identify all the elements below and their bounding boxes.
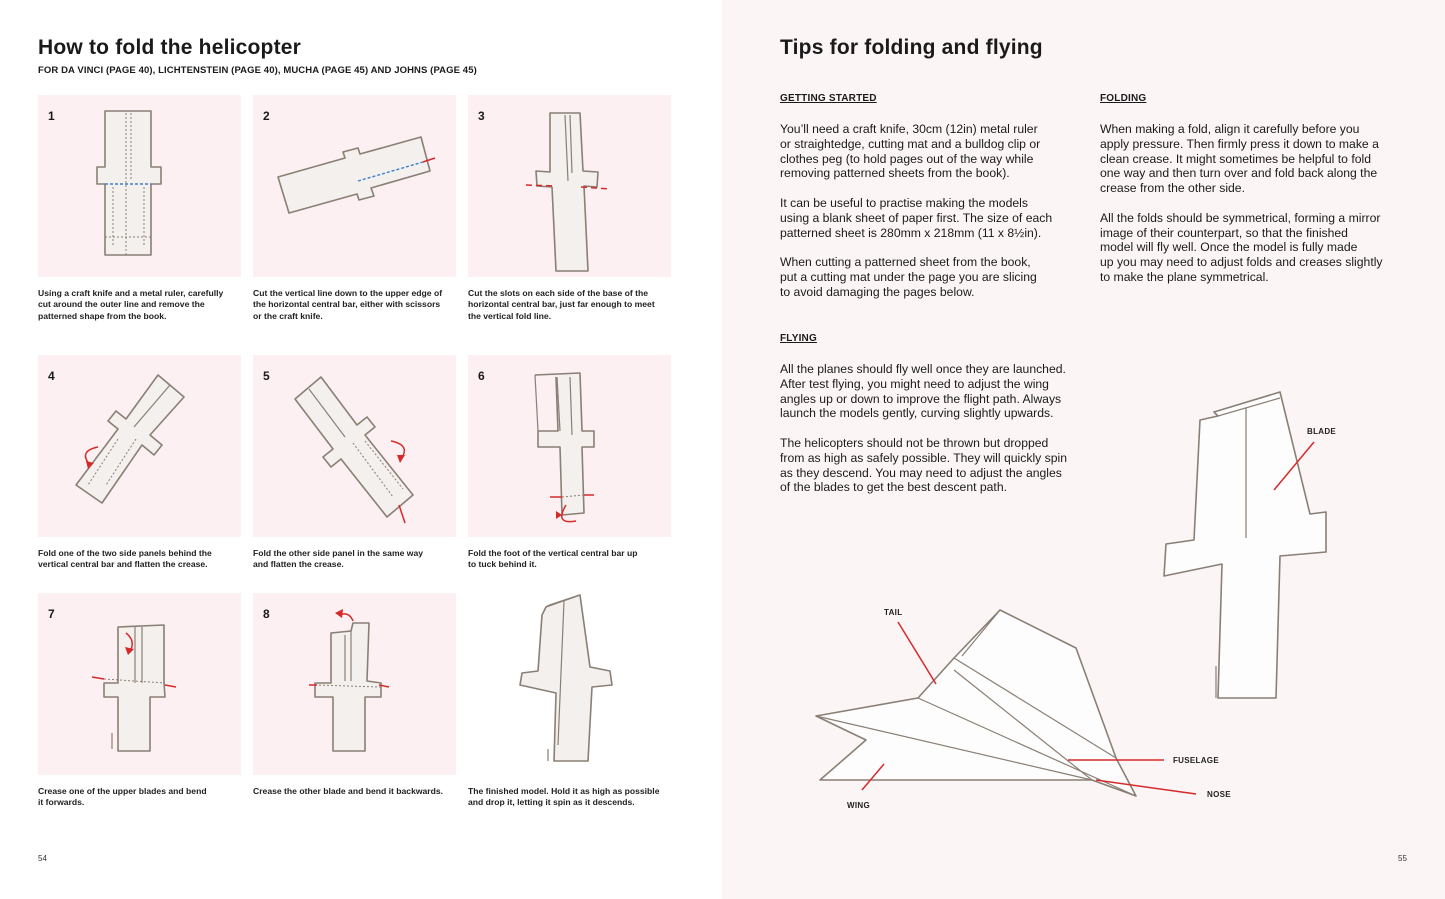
text-line: clean crease. It might sometimes be helpful to fold — [1100, 151, 1371, 166]
getting-started-text — [780, 122, 1080, 300]
step-6-panel — [468, 355, 671, 537]
caption-line: Cut the vertical line down to the upper edge of — [253, 288, 443, 298]
step-7-illustration — [38, 593, 241, 775]
text-line: clothes peg (to hold pages out of the way while — [780, 151, 1034, 166]
step-1-caption — [38, 288, 243, 322]
text-line: crease from the other side. — [1100, 181, 1245, 196]
step-5-caption — [253, 548, 458, 571]
text-line: using a blank sheet of paper first. The size of each — [780, 210, 1053, 225]
finished-model-panel — [468, 593, 671, 775]
flying-text — [780, 362, 1090, 495]
wing-label: WING — [847, 801, 870, 810]
step-2-caption — [253, 288, 458, 322]
text-line: All the folds should be symmetrical, forming a mirror — [1100, 210, 1381, 225]
caption-line: it forwards. — [38, 797, 85, 808]
step-6-illustration — [468, 355, 671, 537]
step-number: 6 — [478, 369, 485, 383]
step-3-panel — [468, 95, 671, 277]
text-line: You’ll need a craft knife, 30cm (12in) metal ruler — [780, 122, 1038, 136]
step-2-illustration — [253, 95, 456, 277]
text-line: It can be useful to practise making the models — [780, 195, 1028, 210]
caption-line: Fold the foot of the vertical central bar up — [468, 548, 638, 558]
step-7-panel — [38, 593, 241, 775]
folding-heading: FOLDING — [1100, 93, 1147, 104]
text-line: removing patterned sheets from the book). — [780, 166, 1010, 181]
step-8-panel — [253, 593, 456, 775]
paragraph-gap — [780, 421, 1090, 436]
text-line: up you may need to adjust folds and creases slightly — [1100, 255, 1383, 270]
caption-line: the vertical fold line. — [468, 310, 552, 321]
step-number: 4 — [48, 369, 55, 383]
caption-line: Fold one of the two side panels behind the — [38, 548, 212, 558]
step-number: 5 — [263, 369, 270, 383]
finished-helicopter-illustration — [468, 593, 671, 775]
paragraph-gap — [1100, 196, 1410, 211]
text-line: All the planes should fly well once they are launched. — [780, 362, 1066, 376]
caption-line: the horizontal central bar, either with scissors — [253, 299, 441, 310]
step-8-illustration — [253, 593, 456, 775]
step-5-illustration — [253, 355, 456, 537]
right-page-title: Tips for folding and flying — [780, 36, 1043, 59]
text-line: to make the plane symmetrical. — [1100, 269, 1269, 284]
caption-line: cut around the outer line and remove the — [38, 299, 205, 310]
text-line: from as high as safely possible. They will quickly spin — [780, 450, 1067, 465]
text-line: to avoid damaging the pages below. — [780, 284, 975, 299]
blade-label: BLADE — [1307, 427, 1337, 436]
paper-plane-diagram — [802, 590, 1222, 820]
paragraph-gap — [780, 240, 1080, 255]
step-3-illustration — [468, 95, 671, 277]
text-line: put a cutting mat under the page you are slicing — [780, 269, 1037, 284]
caption-line: Using a craft knife and a metal ruler, carefully — [38, 288, 224, 298]
paragraph-gap — [780, 181, 1080, 196]
step-3-caption — [468, 288, 673, 322]
step-4-panel — [38, 355, 241, 537]
step-number: 8 — [263, 607, 270, 621]
finished-model-caption — [468, 786, 673, 809]
step-8-caption — [253, 786, 458, 797]
step-1-panel — [38, 95, 241, 277]
caption-line: Cut the slots on each side of the base of the — [468, 288, 649, 298]
caption-line: Crease one of the upper blades and bend — [38, 786, 207, 796]
step-number: 2 — [263, 109, 270, 123]
tail-label: TAIL — [884, 608, 903, 617]
step-2-panel — [253, 95, 456, 277]
folding-text — [1100, 122, 1410, 285]
left-page — [0, 0, 722, 899]
caption-line: patterned shape from the book. — [38, 310, 167, 321]
caption-line: and flatten the crease. — [253, 559, 344, 570]
text-line: image of their counterpart, so that the finished — [1100, 225, 1348, 240]
flying-heading: FLYING — [780, 333, 817, 344]
step-1-illustration — [38, 95, 241, 277]
right-page — [722, 0, 1445, 899]
nose-label: NOSE — [1207, 790, 1231, 799]
text-line: angles up or down to improve the flight path. Always — [780, 391, 1062, 406]
getting-started-heading: GETTING STARTED — [780, 93, 877, 104]
text-line: launch the models gently, curving slightly upwards. — [780, 406, 1054, 421]
left-page-title: How to fold the helicopter — [38, 36, 302, 59]
caption-line: Crease the other blade and bend it backwards. — [253, 786, 444, 796]
step-number: 1 — [48, 109, 55, 123]
text-line: of the blades to get the best descent path. — [780, 480, 1007, 495]
text-line: as they descend. You may need to adjust the angles — [780, 465, 1062, 480]
caption-line: The finished model. Hold it as high as possible — [468, 786, 660, 796]
text-line: The helicopters should not be thrown but dropped — [780, 435, 1049, 450]
text-line: When cutting a patterned sheet from the book, — [780, 255, 1031, 270]
text-line: apply pressure. Then firmly press it down to make a — [1100, 136, 1379, 151]
step-5-panel — [253, 355, 456, 537]
text-line: or straightedge, cutting mat and a bulldog clip or — [780, 136, 1041, 151]
step-4-illustration — [38, 355, 241, 537]
step-number: 3 — [478, 109, 485, 123]
step-6-caption — [468, 548, 673, 571]
step-7-caption — [38, 786, 243, 809]
left-page-number: 54 — [38, 854, 47, 863]
fuselage-label: FUSELAGE — [1173, 756, 1219, 765]
caption-line: to tuck behind it. — [468, 559, 537, 570]
caption-line: Fold the other side panel in the same way — [253, 548, 424, 558]
right-page-number: 55 — [1398, 854, 1407, 863]
caption-line: vertical central bar and flatten the crease. — [38, 559, 208, 570]
caption-line: horizontal central bar, just far enough to meet — [468, 299, 655, 310]
text-line: model will fly well. Once the model is fully made — [1100, 240, 1358, 255]
caption-line: or the craft knife. — [253, 310, 323, 321]
step-number: 7 — [48, 607, 55, 621]
text-line: patterned sheet is 280mm x 218mm (11 x 8½in). — [780, 225, 1042, 240]
text-line: one way and then turn over and fold back along the — [1100, 166, 1378, 181]
step-4-caption — [38, 548, 243, 571]
text-line: When making a fold, align it carefully before you — [1100, 122, 1360, 136]
text-line: After test flying, you might need to adjust the wing — [780, 376, 1049, 391]
caption-line: and drop it, letting it spin as it descends. — [468, 797, 635, 808]
left-page-subtitle: FOR DA VINCI (PAGE 40), LICHTENSTEIN (PAGE 40), MUCHA (PAGE 45) AND JOHNS (PAGE 45) — [38, 65, 477, 76]
